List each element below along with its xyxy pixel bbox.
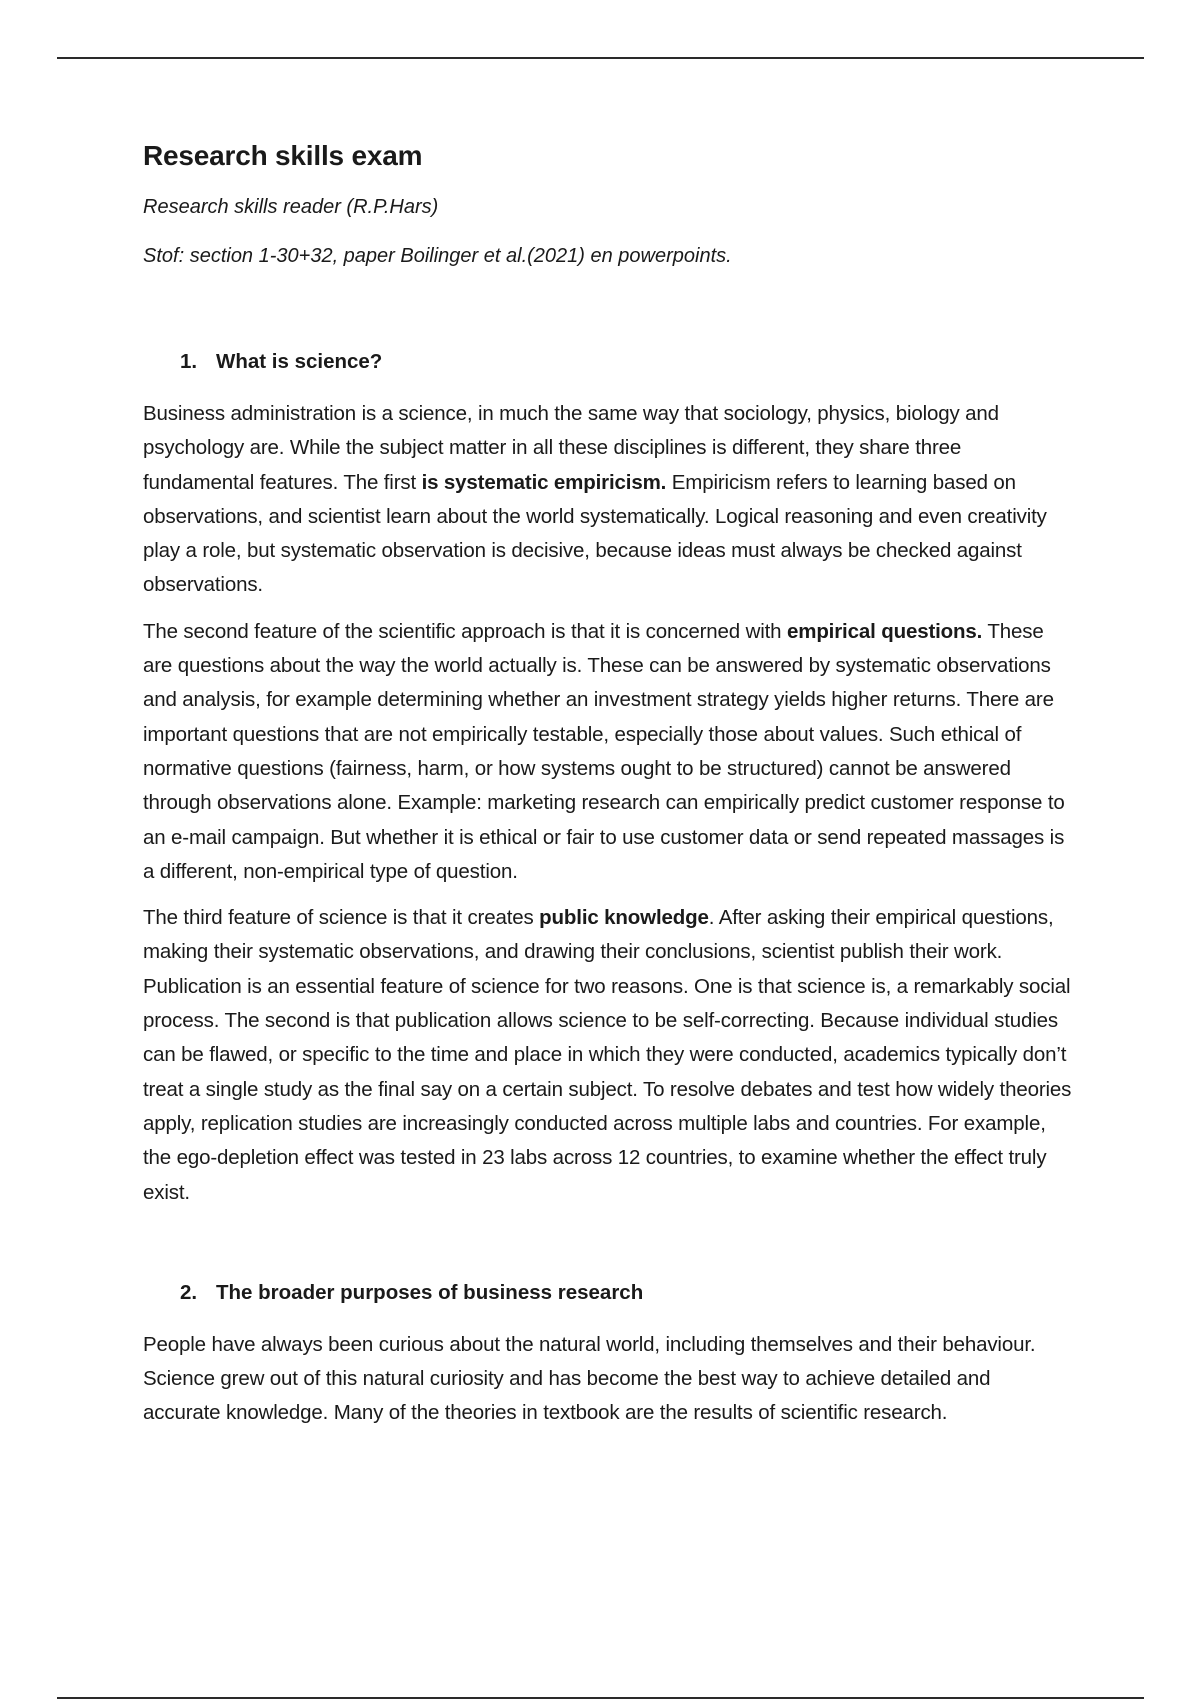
bold-term: is systematic empiricism. [421,470,667,494]
paragraph: The second feature of the scientific approach is that it is concerned with empirical questions. These are questions about the way the world actually is. These can be answered by systematic observations and analysis, for example determining whether an investment strategy yields higher returns. There are important questions that are not empirically testable, especially those about values. Such ethical of normative questions (fairness, harm, or how systems ought to be structured) cannot be answered through observations alone. Example: marketing research can empirically predict customer response to an e-mail campaign. But whether it is ethical or fair to use customer data or send repeated massages is a different, non-empirical type of question. [143,619,1065,883]
paragraph: Business administration is a science, in much the same way that sociology, physics, biology and psychology are. While the subject matter in all these disciplines is different, they share three fundamental features. The first is systematic empiricism. Empiricism refers to learning based on observations, and scientist learn about the world systematically. Logical reasoning and even creativity play a role, but systematic observation is decisive, because ideas must always be checked against observations. [143,402,1047,597]
section-number: 1. [180,350,198,373]
section-title: The broader purposes of business research [216,1280,644,1304]
section-heading-1 [143,347,1073,377]
subtitle-reader: Research skills reader (R.P.Hars) [143,196,439,218]
header-rule [57,57,1144,59]
bold-term: public knowledge [539,906,709,930]
subtitle-material: Stof: section 1-30+32, paper Boilinger et al.(2021) en powerpoints. [143,245,732,267]
section-heading-2 [143,1278,1073,1308]
paragraph: People have always been curious about the natural world, including themselves and their behaviour. Science grew out of this natural curiosity and has become the best way to achieve detailed and accurate knowledge. Many of the theories in textbook are the results of scientific research. [143,1332,1036,1425]
section-number: 2. [180,1280,198,1304]
paragraph: The third feature of science is that it creates public knowledge. After asking their empirical questions, making their systematic observations, and drawing their conclusions, scientist publish their work. Publication is an essential feature of science for two reasons. One is that science is, a remarkably social process. The second is that publication allows science to be self-correcting. Because individual studies can be flawed, or specific to the time and place in which they were conducted, academics typically don’t treat a single study as the final say on a certain subject. To resolve debates and test how widely theories apply, replication studies are increasingly conducted across multiple labs and countries. For example, the ego-depletion effect was tested in 23 labs across 12 countries, to examine whether the effect truly exist. [143,906,1072,1204]
footer-rule [57,1697,1144,1699]
section-title: What is science? [216,350,383,373]
document-page [143,140,1073,1443]
bold-term: empirical questions. [786,619,983,643]
document-title: Research skills exam [143,140,423,171]
